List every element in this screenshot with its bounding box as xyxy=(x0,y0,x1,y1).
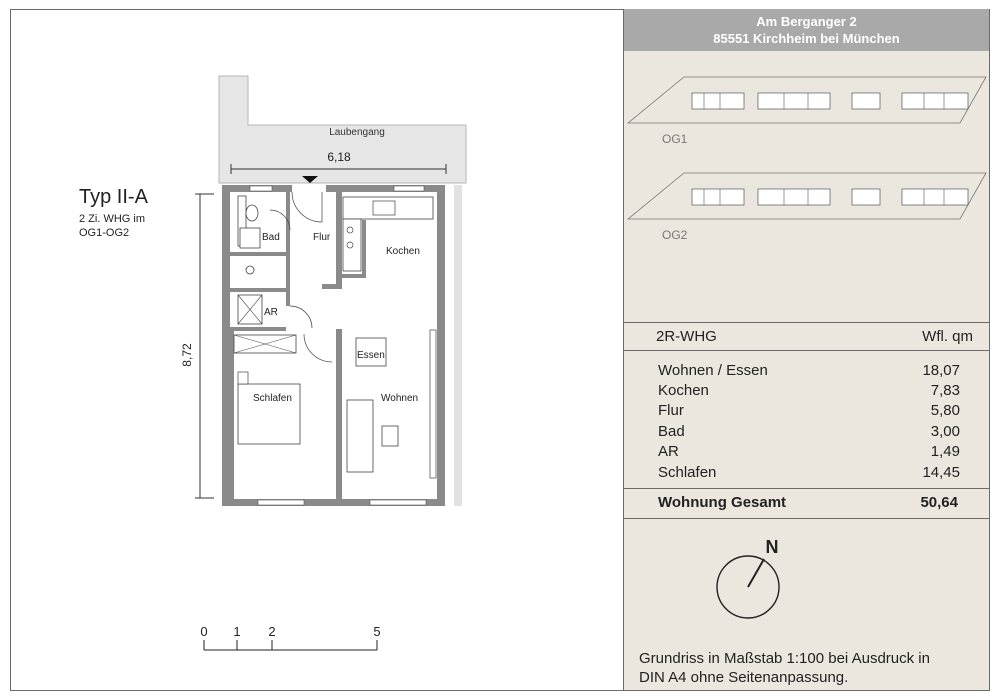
row-value: 5,80 xyxy=(930,402,960,419)
divider xyxy=(624,518,989,519)
table-total-row xyxy=(658,494,958,514)
room-label-bad: Bad xyxy=(262,232,280,243)
row-name: Bad xyxy=(658,423,685,440)
floor-keyplans xyxy=(624,69,989,259)
gallery-label: Laubengang xyxy=(329,127,385,138)
divider xyxy=(624,488,989,489)
row-name: Wohnen / Essen xyxy=(658,362,768,379)
room-label-flur: Flur xyxy=(313,232,331,243)
floor-plan xyxy=(180,70,480,515)
table-row xyxy=(658,362,960,382)
room-label-ar: AR xyxy=(264,307,278,318)
row-name: Flur xyxy=(658,402,684,419)
row-value: 7,83 xyxy=(930,382,960,399)
scale-bar xyxy=(195,622,390,657)
row-value: 18,07 xyxy=(922,362,960,379)
divider xyxy=(624,350,989,351)
room-label-kochen: Kochen xyxy=(386,246,420,257)
keyplan-og1-label: OG1 xyxy=(662,132,688,146)
table-row xyxy=(658,423,960,443)
room-label-essen: Essen xyxy=(357,350,385,361)
keyplan-og2-label: OG2 xyxy=(662,228,688,242)
north-label: N xyxy=(765,537,779,557)
scale-tick-1: 1 xyxy=(233,624,241,639)
scale-tick-5: 5 xyxy=(373,624,381,639)
room-label-schlafen: Schlafen xyxy=(253,393,292,404)
scale-note-line-1: Grundriss in Maßstab 1:100 bei Ausdruck in xyxy=(639,650,930,667)
keyplan-og2 xyxy=(628,173,986,242)
row-value: 3,00 xyxy=(930,423,960,440)
address-line-2: 85551 Kirchheim bei München xyxy=(713,31,900,46)
unit-type-subtitle-1: 2 Zi. WHG im xyxy=(79,213,145,225)
divider xyxy=(624,322,989,323)
row-value: 1,49 xyxy=(930,443,960,460)
address-header xyxy=(624,9,989,51)
table-header-type: 2R-WHG xyxy=(656,328,717,345)
info-panel xyxy=(623,9,990,691)
scale-tick-0: 0 xyxy=(200,624,208,639)
address-line-1: Am Berganger 2 xyxy=(756,14,857,29)
row-name: AR xyxy=(658,443,679,460)
width-dimension: 6,18 xyxy=(327,150,351,164)
row-name: Kochen xyxy=(658,382,709,399)
row-value: 14,45 xyxy=(922,464,960,481)
room-label-wohnen: Wohnen xyxy=(381,393,419,404)
total-label: Wohnung Gesamt xyxy=(658,494,787,511)
unit-type-title: Typ II-A xyxy=(79,186,148,208)
keyplan-og1 xyxy=(628,77,986,146)
unit-type-subtitle-2: OG1-OG2 xyxy=(79,227,130,239)
height-dimension: 8,72 xyxy=(180,343,194,367)
row-name: Schlafen xyxy=(658,464,717,481)
table-row xyxy=(658,464,960,484)
table-header-area: Wfl. qm xyxy=(922,328,973,345)
scale-tick-2: 2 xyxy=(268,624,276,639)
table-row xyxy=(658,443,960,463)
total-value: 50,64 xyxy=(920,494,958,511)
table-row xyxy=(658,402,960,422)
compass-icon xyxy=(712,534,792,624)
scale-note-line-2: DIN A4 ohne Seitenanpassung. xyxy=(639,669,849,686)
table-row xyxy=(658,382,960,402)
